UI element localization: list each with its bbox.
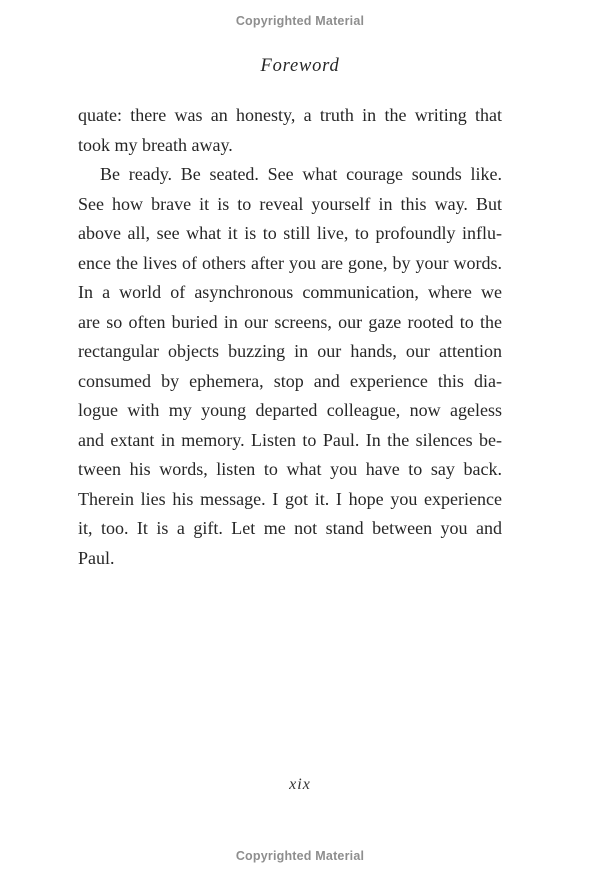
- body-line: Therein lies his message. I got it. I hope you experience: [78, 488, 502, 509]
- body-line: above all, see what it is to still live, to profoundly influ-: [78, 223, 502, 243]
- body-line: ence the lives of others after you are gone, by your words.: [78, 252, 502, 273]
- body-line: In a world of asynchronous communication, where we: [78, 282, 502, 302]
- copyright-notice-bottom: Copyrighted Material: [235, 849, 365, 863]
- body-line: took my breath away.: [78, 134, 233, 155]
- body-line: See how brave it is to reveal yourself in this way. But: [78, 193, 502, 214]
- body-line: it, too. It is a gift. Let me not stand between you and: [78, 518, 502, 538]
- body-line: rectangular objects buzzing in our hands, our attention: [78, 341, 502, 361]
- body-line: quate: there was an honesty, a truth in the writing that: [78, 105, 502, 125]
- body-line: Paul.: [78, 547, 115, 568]
- page-number: xix: [289, 776, 311, 793]
- page-body: [78, 101, 502, 573]
- body-line: consumed by ephemera, stop and experience this dia-: [78, 370, 502, 391]
- body-line: are so often buried in our screens, our gaze rooted to the: [78, 311, 502, 332]
- body-line: Be ready. Be seated. See what courage sounds like.: [100, 164, 502, 184]
- foreword-heading: Foreword: [260, 56, 340, 76]
- copyright-notice-top: Copyrighted Material: [235, 14, 365, 28]
- body-line: tween his words, listen to what you have to say back.: [78, 459, 502, 479]
- body-line: and extant in memory. Listen to Paul. In the silences be-: [78, 429, 502, 450]
- body-line: logue with my young departed colleague, now ageless: [78, 400, 502, 420]
